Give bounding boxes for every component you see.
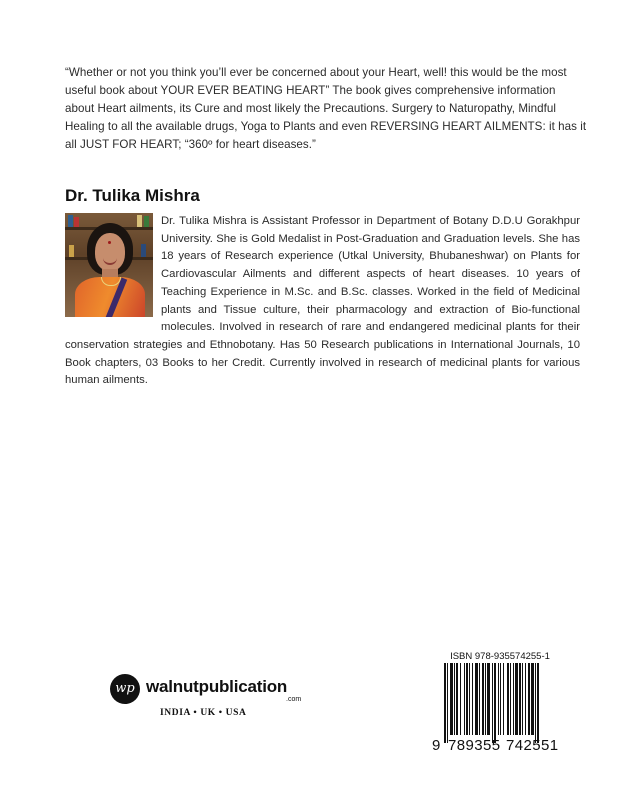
barcode-bar bbox=[456, 663, 458, 735]
barcode-bar bbox=[454, 663, 455, 735]
author-name: Dr. Tulika Mishra bbox=[65, 186, 200, 205]
barcode-bar bbox=[515, 663, 518, 735]
barcode-bar bbox=[507, 663, 509, 735]
barcode-bar bbox=[537, 663, 539, 743]
barcode-bar bbox=[475, 663, 478, 735]
barcode-first-digit: 9 bbox=[432, 737, 441, 754]
publisher-name: walnutpublication bbox=[146, 677, 288, 696]
barcode-bar bbox=[492, 663, 493, 743]
author-photo bbox=[65, 213, 153, 317]
barcode-bar bbox=[519, 663, 521, 735]
barcode-bar bbox=[510, 663, 511, 735]
barcode-bar bbox=[447, 663, 448, 743]
barcode-bar bbox=[500, 663, 501, 735]
isbn-label: ISBN 978-935574255-1 bbox=[450, 651, 550, 662]
author-bio-text: Dr. Tulika Mishra is Assistant Professor in Department of Botany D.D.U Gorakhpur University. She is Gold Medalist in Post-Graduation and Graduation levels. She has 18 years of Research experience (Utkal University, Bhubaneshwar) on Plants for Cardiovascular Ailments and different aspects of heart diseases. 10 years of Teaching Experience in M.Sc. and B.Sc. classes. Worked in the field of Medicinal plants and Tissue culture, their pharmacology and extraction of Bio-functional molecules. Involved in research of rare and endangered medicinal plants for their conservation strategies and Ethnobotany. Has 50 Research publications in International Journals, 10 Book chapters, 03 Books to her Credit. Currently involved in research of medicinal plants for various human ailments. bbox=[65, 215, 580, 387]
barcode-bar bbox=[469, 663, 470, 735]
author-bio-section bbox=[65, 213, 580, 390]
barcode-bar bbox=[535, 663, 536, 743]
barcode-bar bbox=[487, 663, 490, 735]
barcode-right-group: 742551 bbox=[506, 737, 559, 754]
barcode-bar bbox=[525, 663, 526, 735]
barcode-bars bbox=[430, 663, 570, 747]
barcode-left-group: 789355 bbox=[448, 737, 501, 754]
barcode-bar bbox=[460, 663, 461, 735]
barcode-bar bbox=[498, 663, 499, 735]
publisher-domain-suffix: .com bbox=[286, 696, 302, 703]
barcode-bar bbox=[479, 663, 480, 735]
isbn-barcode bbox=[430, 651, 570, 767]
barcode-bar bbox=[485, 663, 486, 735]
barcode-bar bbox=[513, 663, 514, 735]
barcode-bar bbox=[494, 663, 496, 743]
barcode-bar bbox=[466, 663, 468, 735]
back-cover-blurb: “Whether or not you think you’ll ever be concerned about your Heart, well! this would be the most useful book about YOUR EVER BEATING HEART” The book gives comprehensive information about Heart ailments, its Cure and most likely the Precautions. Surgery to Naturopathy, Mindful Healing to all the available drugs, Yoga to Plants and even REVERSING HEART AILMENTS: it has it all JUST FOR HEART; “360º for heart diseases.” bbox=[65, 66, 587, 151]
barcode-bar bbox=[482, 663, 484, 735]
publisher-logo bbox=[110, 668, 310, 722]
barcode-bar bbox=[522, 663, 523, 735]
publisher-countries: INDIA • UK • USA bbox=[160, 708, 247, 718]
barcode-bar bbox=[528, 663, 530, 735]
barcode-bar bbox=[444, 663, 446, 743]
barcode-bar bbox=[503, 663, 504, 735]
barcode-bar bbox=[464, 663, 465, 735]
walnut-logo-icon: wp bbox=[110, 674, 140, 704]
barcode-bar bbox=[531, 663, 534, 735]
barcode-bar bbox=[450, 663, 453, 735]
barcode-bar bbox=[472, 663, 473, 735]
